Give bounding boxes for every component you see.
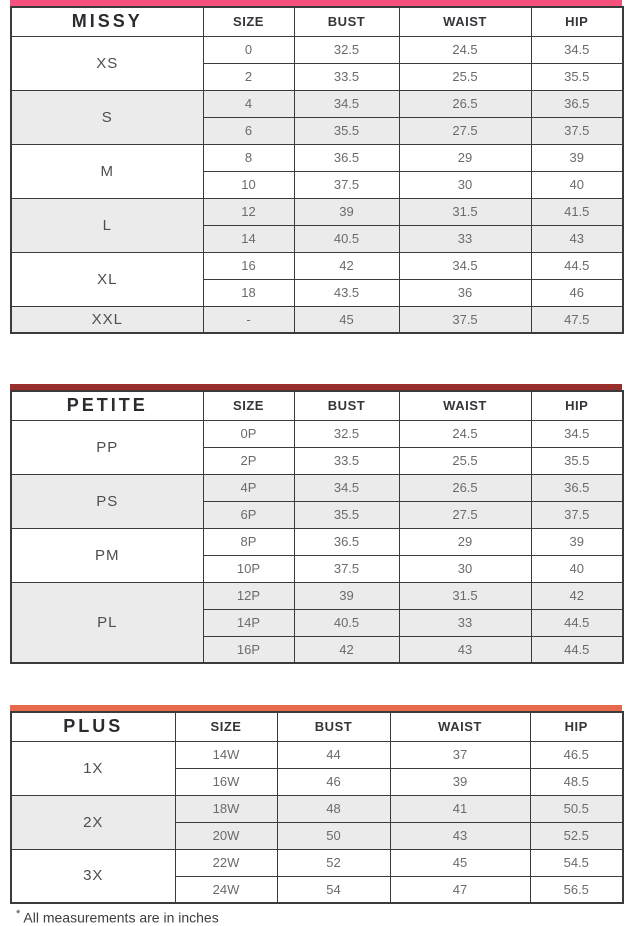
measurement-cell: -	[203, 306, 294, 333]
measurement-cell: 37	[390, 741, 530, 768]
measurement-cell: 30	[399, 555, 531, 582]
measurement-cell: 32.5	[294, 420, 399, 447]
measurement-cell: 43.5	[294, 279, 399, 306]
measurement-cell: 2	[203, 63, 294, 90]
measurement-cell: 20W	[175, 822, 277, 849]
measurement-cell: 27.5	[399, 501, 531, 528]
table-row	[11, 252, 623, 279]
measurement-cell: 44.5	[531, 636, 623, 663]
measurement-cell: 42	[531, 582, 623, 609]
measurement-cell: 54.5	[530, 849, 623, 876]
measurement-cell: 31.5	[399, 582, 531, 609]
measurement-cell: 42	[294, 636, 399, 663]
measurement-cell: 33	[399, 609, 531, 636]
measurement-cell: 36.5	[531, 90, 623, 117]
measurement-cell: 43	[390, 822, 530, 849]
measurement-cell: 46	[531, 279, 623, 306]
measurement-cell: 37.5	[531, 117, 623, 144]
column-header: WAIST	[390, 712, 530, 741]
measurement-cell: 40.5	[294, 225, 399, 252]
measurement-cell: 48.5	[530, 768, 623, 795]
measurement-cell: 46	[277, 768, 390, 795]
section-title: MISSY	[11, 7, 203, 36]
footnote-text: All measurements are in inches	[23, 909, 219, 926]
size-group-label: 1X	[11, 741, 175, 795]
measurement-cell: 33.5	[294, 63, 399, 90]
measurement-cell: 39	[531, 528, 623, 555]
measurement-cell: 35.5	[294, 501, 399, 528]
measurement-cell: 36.5	[531, 474, 623, 501]
measurement-cell: 37.5	[531, 501, 623, 528]
table-row	[11, 198, 623, 225]
measurement-cell: 18	[203, 279, 294, 306]
measurement-cell: 54	[277, 876, 390, 903]
measurement-cell: 34.5	[531, 420, 623, 447]
measurement-cell: 4P	[203, 474, 294, 501]
table-row	[11, 582, 623, 609]
column-header: HIP	[531, 7, 623, 36]
header-row	[11, 7, 623, 36]
measurement-cell: 24.5	[399, 420, 531, 447]
size-group-label: L	[11, 198, 203, 252]
measurement-cell: 43	[531, 225, 623, 252]
table-row	[11, 795, 623, 822]
measurement-cell: 14W	[175, 741, 277, 768]
measurement-cell: 33	[399, 225, 531, 252]
measurement-cell: 8P	[203, 528, 294, 555]
measurement-cell: 14	[203, 225, 294, 252]
size-group-label: PS	[11, 474, 203, 528]
header-row	[11, 391, 623, 420]
measurement-cell: 44.5	[531, 609, 623, 636]
section-title: PETITE	[11, 391, 203, 420]
measurement-cell: 32.5	[294, 36, 399, 63]
table-row	[11, 474, 623, 501]
measurement-cell: 34.5	[294, 474, 399, 501]
column-header: BUST	[294, 391, 399, 420]
measurement-cell: 40.5	[294, 609, 399, 636]
measurement-cell: 43	[399, 636, 531, 663]
table-row	[11, 849, 623, 876]
measurements-footnote	[16, 908, 636, 926]
measurement-cell: 29	[399, 528, 531, 555]
measurement-cell: 47.5	[531, 306, 623, 333]
measurement-cell: 16W	[175, 768, 277, 795]
measurement-cell: 47	[390, 876, 530, 903]
table-row	[11, 36, 623, 63]
measurement-cell: 2P	[203, 447, 294, 474]
size-group-label: 3X	[11, 849, 175, 903]
size-group-label: XL	[11, 252, 203, 306]
measurement-cell: 36.5	[294, 144, 399, 171]
measurement-cell: 35.5	[531, 447, 623, 474]
column-header: BUST	[294, 7, 399, 36]
measurement-cell: 34.5	[531, 36, 623, 63]
measurement-cell: 42	[294, 252, 399, 279]
measurement-cell: 34.5	[294, 90, 399, 117]
measurement-cell: 36	[399, 279, 531, 306]
measurement-cell: 0P	[203, 420, 294, 447]
table-row	[11, 90, 623, 117]
measurement-cell: 30	[399, 171, 531, 198]
measurement-cell: 52.5	[530, 822, 623, 849]
size-group-label: XXL	[11, 306, 203, 333]
column-header: HIP	[530, 712, 623, 741]
measurement-cell: 16P	[203, 636, 294, 663]
measurement-cell: 35.5	[294, 117, 399, 144]
size-charts-container	[10, 0, 636, 904]
measurement-cell: 37.5	[294, 555, 399, 582]
column-header: SIZE	[175, 712, 277, 741]
measurement-cell: 39	[390, 768, 530, 795]
measurement-cell: 12	[203, 198, 294, 225]
measurement-cell: 45	[390, 849, 530, 876]
table-row	[11, 144, 623, 171]
size-chart-missy	[10, 0, 622, 334]
column-header: WAIST	[399, 391, 531, 420]
size-table	[10, 6, 624, 334]
measurement-cell: 45	[294, 306, 399, 333]
measurement-cell: 24.5	[399, 36, 531, 63]
size-group-label: XS	[11, 36, 203, 90]
measurement-cell: 37.5	[294, 171, 399, 198]
measurement-cell: 36.5	[294, 528, 399, 555]
size-group-label: PL	[11, 582, 203, 663]
measurement-cell: 37.5	[399, 306, 531, 333]
measurement-cell: 16	[203, 252, 294, 279]
size-chart-petite	[10, 384, 622, 664]
measurement-cell: 6P	[203, 501, 294, 528]
measurement-cell: 31.5	[399, 198, 531, 225]
table-row	[11, 741, 623, 768]
measurement-cell: 39	[294, 198, 399, 225]
measurement-cell: 0	[203, 36, 294, 63]
size-table	[10, 390, 624, 664]
measurement-cell: 14P	[203, 609, 294, 636]
measurement-cell: 44	[277, 741, 390, 768]
measurement-cell: 29	[399, 144, 531, 171]
size-group-label: PP	[11, 420, 203, 474]
column-header: BUST	[277, 712, 390, 741]
measurement-cell: 39	[531, 144, 623, 171]
measurement-cell: 39	[294, 582, 399, 609]
measurement-cell: 8	[203, 144, 294, 171]
measurement-cell: 12P	[203, 582, 294, 609]
size-group-label: 2X	[11, 795, 175, 849]
measurement-cell: 50	[277, 822, 390, 849]
measurement-cell: 46.5	[530, 741, 623, 768]
measurement-cell: 25.5	[399, 63, 531, 90]
table-row	[11, 528, 623, 555]
measurement-cell: 41	[390, 795, 530, 822]
measurement-cell: 25.5	[399, 447, 531, 474]
measurement-cell: 27.5	[399, 117, 531, 144]
table-row	[11, 306, 623, 333]
measurement-cell: 41.5	[531, 198, 623, 225]
measurement-cell: 40	[531, 555, 623, 582]
column-header: SIZE	[203, 391, 294, 420]
measurement-cell: 33.5	[294, 447, 399, 474]
column-header: SIZE	[203, 7, 294, 36]
size-group-label: PM	[11, 528, 203, 582]
size-chart-plus	[10, 705, 622, 904]
measurement-cell: 26.5	[399, 90, 531, 117]
header-row	[11, 712, 623, 741]
measurement-cell: 52	[277, 849, 390, 876]
measurement-cell: 40	[531, 171, 623, 198]
measurement-cell: 18W	[175, 795, 277, 822]
section-title: PLUS	[11, 712, 175, 741]
measurement-cell: 34.5	[399, 252, 531, 279]
measurement-cell: 44.5	[531, 252, 623, 279]
measurement-cell: 10	[203, 171, 294, 198]
measurement-cell: 22W	[175, 849, 277, 876]
measurement-cell: 6	[203, 117, 294, 144]
measurement-cell: 10P	[203, 555, 294, 582]
measurement-cell: 24W	[175, 876, 277, 903]
column-header: HIP	[531, 391, 623, 420]
measurement-cell: 48	[277, 795, 390, 822]
footnote-asterisk: *	[16, 908, 21, 920]
measurement-cell: 26.5	[399, 474, 531, 501]
measurement-cell: 56.5	[530, 876, 623, 903]
table-row	[11, 420, 623, 447]
measurement-cell: 4	[203, 90, 294, 117]
column-header: WAIST	[399, 7, 531, 36]
measurement-cell: 35.5	[531, 63, 623, 90]
size-table	[10, 711, 624, 904]
measurement-cell: 50.5	[530, 795, 623, 822]
size-group-label: M	[11, 144, 203, 198]
size-group-label: S	[11, 90, 203, 144]
